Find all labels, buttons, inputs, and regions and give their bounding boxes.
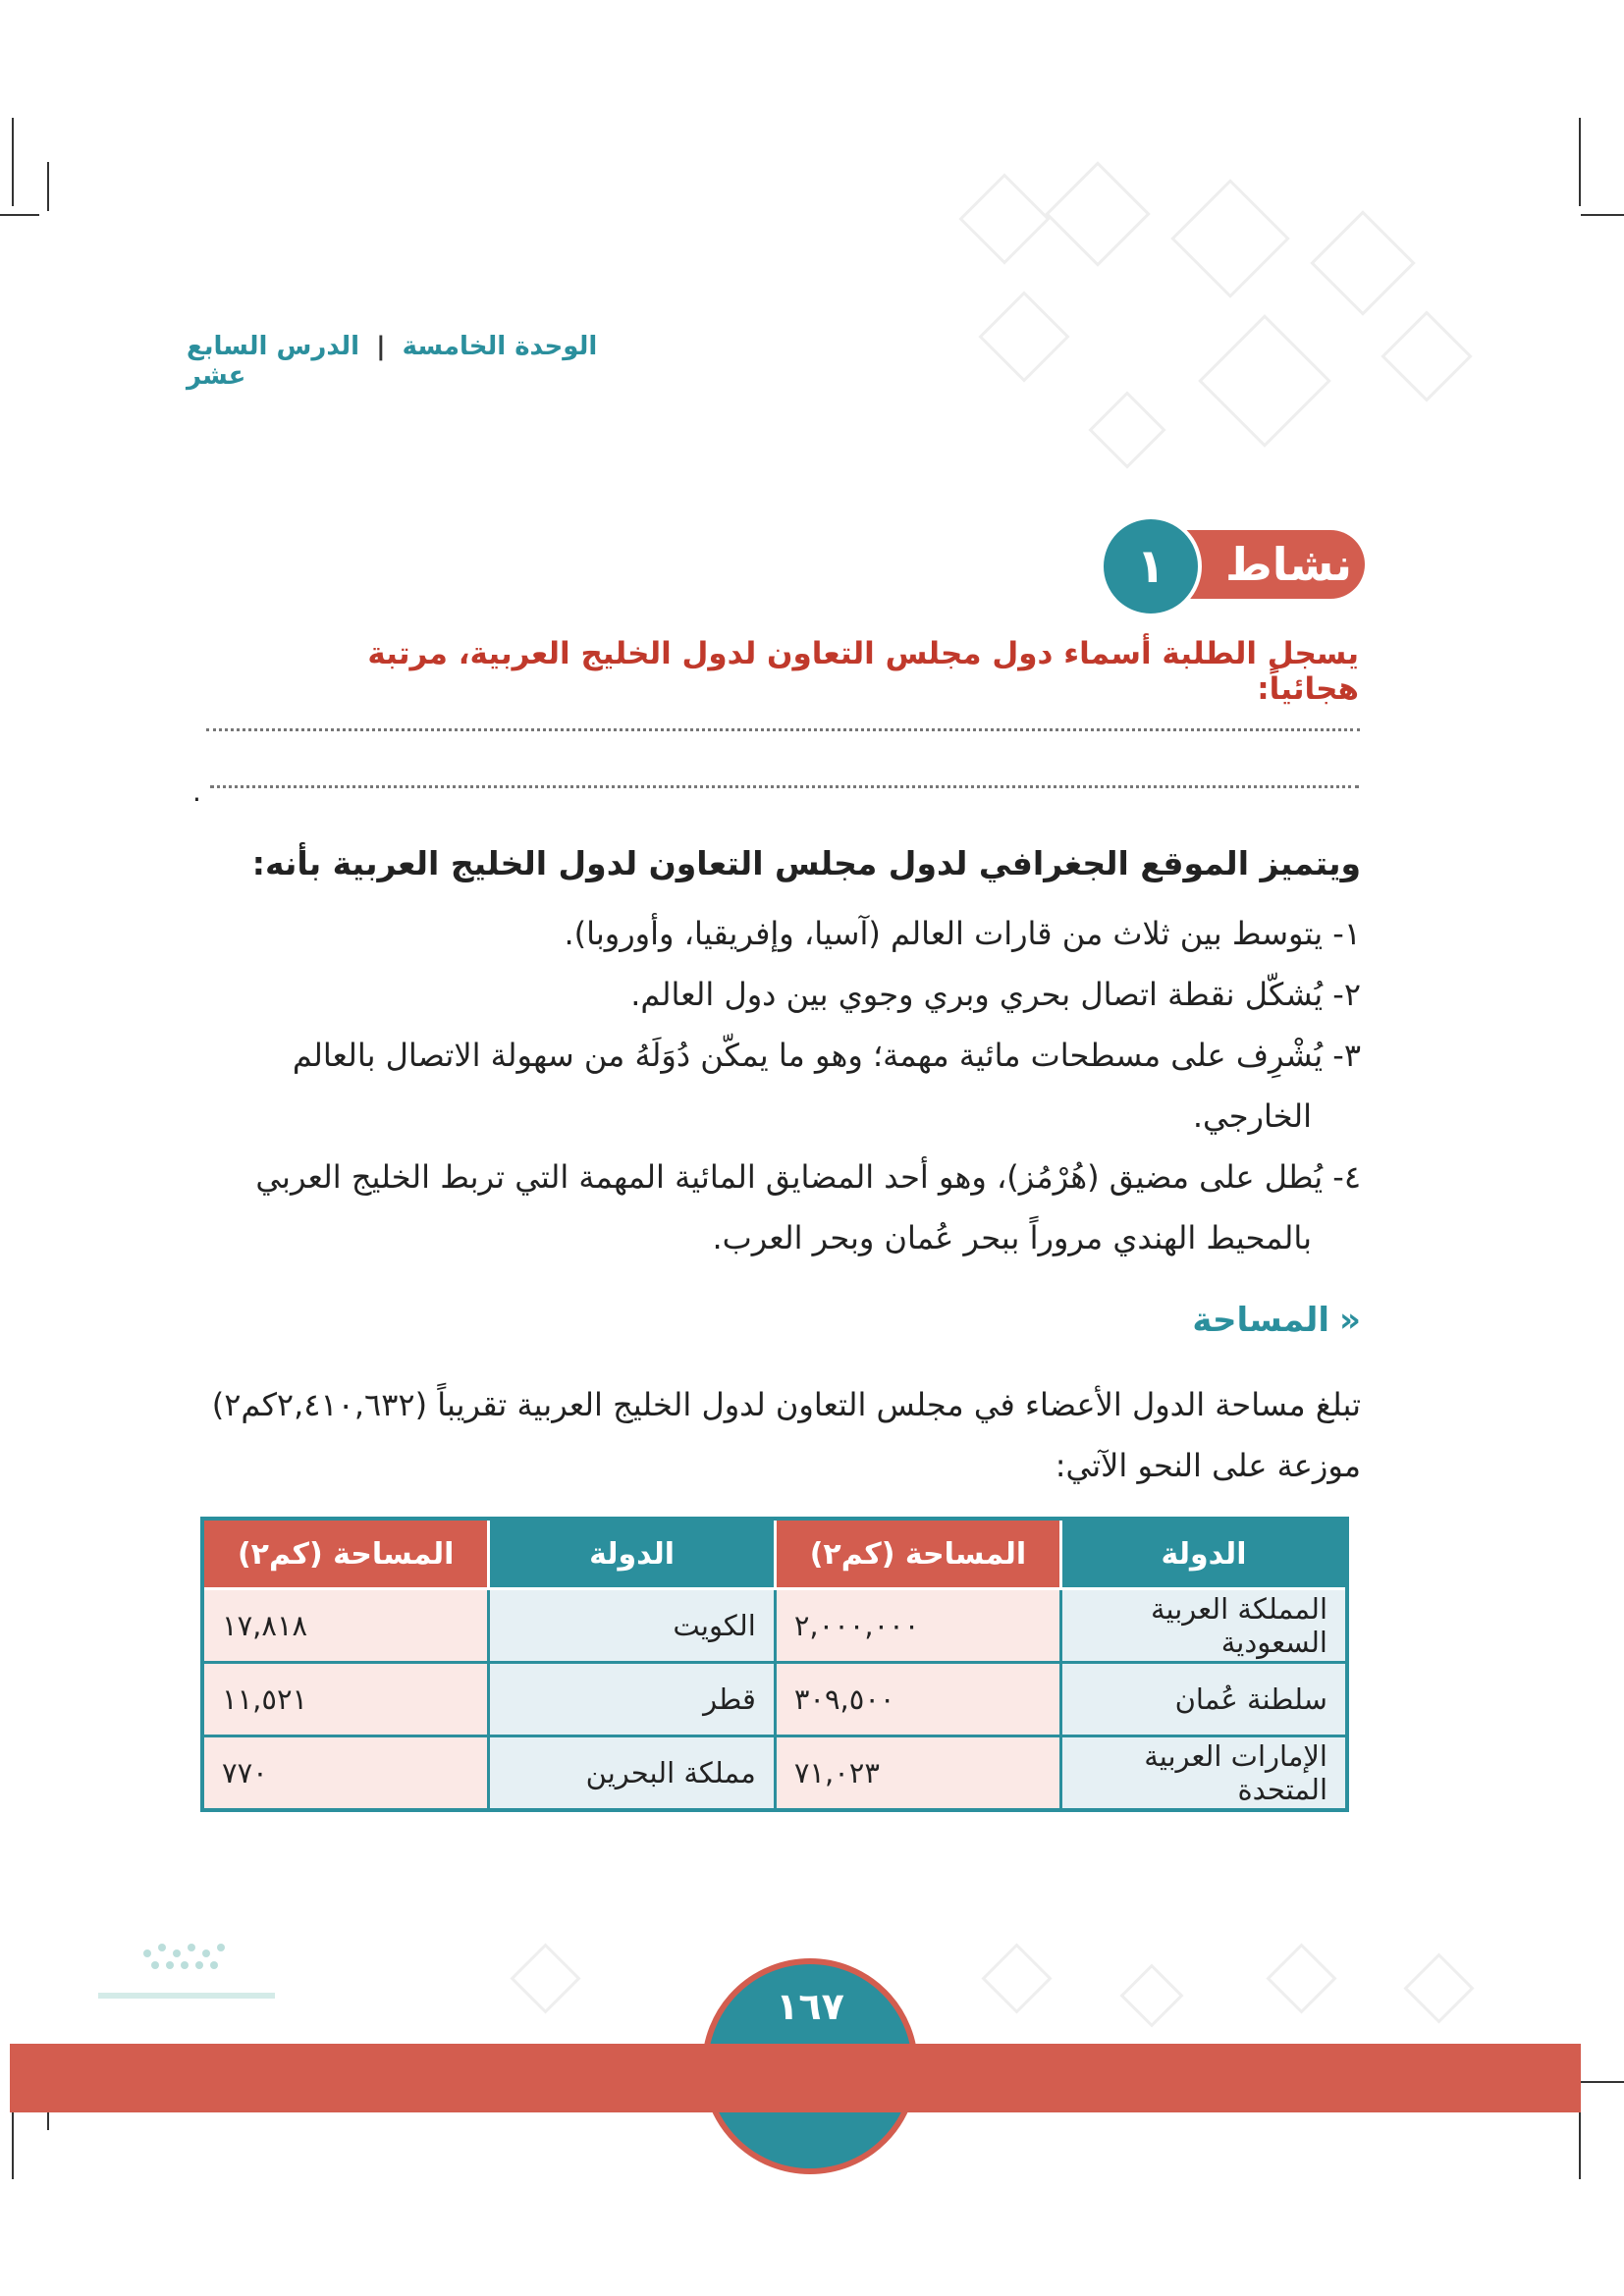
list-item-continuation: بالمحيط الهندي مروراً ببحر عُمان وبحر العرب. — [712, 1219, 1312, 1256]
area-table — [200, 1517, 1349, 1812]
decor-diamond — [981, 1943, 1052, 2013]
list-item: ٣- يُشْرِف على مسطحات مائية مهمة؛ وهو ما يمكّن دُوَلَهُ من سهولة الاتصال بالعالم — [292, 1037, 1361, 1074]
table-row — [202, 1663, 1347, 1736]
decor-diamond — [1045, 161, 1150, 266]
breadcrumb-separator: | — [376, 332, 386, 361]
decor-diamond — [1088, 391, 1165, 468]
crop-mark — [1581, 2081, 1624, 2083]
activity-number: ١ — [1100, 515, 1202, 617]
page-number: ١٦٧ — [776, 1985, 844, 2028]
crop-mark — [47, 162, 49, 211]
table-header-row — [202, 1519, 1347, 1589]
column-header-country: الدولة — [489, 1519, 776, 1589]
list-item: ١- يتوسط بين ثلاث من قارات العالم (آسيا، وإفريقيا، وأوروبا). — [564, 915, 1361, 952]
country-cell: الكويت — [489, 1589, 776, 1663]
decor-diamond — [1119, 1963, 1183, 2027]
list-item: ٢- يُشكّل نقطة اتصال بحري وبري وجوي بين دول العالم. — [630, 976, 1361, 1013]
answer-line-end: . — [192, 775, 201, 808]
area-cell: ١٧,٨١٨ — [202, 1589, 489, 1663]
answer-line — [206, 728, 1360, 731]
area-paragraph: موزعة على النحو الآتي: — [1055, 1447, 1361, 1484]
decor-diamond — [1170, 179, 1290, 298]
area-cell: ٧٧٠ — [202, 1736, 489, 1811]
decor-diamond — [978, 291, 1069, 382]
crop-mark — [0, 214, 39, 216]
area-cell: ٣٠٩,٥٠٠ — [775, 1663, 1060, 1736]
decor-diamond — [1403, 1952, 1474, 2023]
section-title-text: المساحة — [1192, 1301, 1330, 1340]
decor-diamond — [1266, 1943, 1336, 2013]
country-cell: سلطنة عُمان — [1061, 1663, 1348, 1736]
country-cell: قطر — [489, 1663, 776, 1736]
crop-mark — [12, 118, 14, 206]
decor-diamond — [958, 173, 1050, 264]
list-item-continuation: الخارجي. — [1192, 1097, 1312, 1135]
crop-mark — [1579, 118, 1581, 206]
activity-label: نشاط — [1154, 530, 1365, 599]
column-header-area: المساحة (كم٢) — [775, 1519, 1060, 1589]
double-chevron-icon: « — [1339, 1301, 1361, 1340]
area-paragraph: تبلغ مساحة الدول الأعضاء في مجلس التعاون لدول الخليج العربية تقريباً (٢,٤١٠,٦٣٢كم٢) — [211, 1386, 1361, 1423]
section-title-area — [1192, 1301, 1361, 1340]
column-header-country: الدولة — [1061, 1519, 1348, 1589]
footer-band — [10, 2044, 1581, 2112]
decor-diamond — [1380, 310, 1472, 401]
country-cell: المملكة العربية السعودية — [1061, 1589, 1348, 1663]
crop-mark — [1581, 214, 1624, 216]
area-cell: ٧١,٠٢٣ — [775, 1736, 1060, 1811]
activity-badge — [1100, 515, 1365, 614]
country-cell: مملكة البحرين — [489, 1736, 776, 1811]
lesson-label: الدرس السابع عشر — [187, 332, 360, 391]
answer-line — [210, 785, 1359, 788]
table-row — [202, 1589, 1347, 1663]
unit-label: الوحدة الخامسة — [402, 332, 598, 361]
area-cell: ٢,٠٠٠,٠٠٠ — [775, 1589, 1060, 1663]
decor-diamond — [1310, 210, 1415, 315]
decor-diamond — [1198, 314, 1331, 448]
location-lead: ويتميز الموقع الجغرافي لدول مجلس التعاون لدول الخليج العربية بأنه: — [251, 844, 1361, 882]
country-cell: الإمارات العربية المتحدة — [1061, 1736, 1348, 1811]
activity-instruction: يسجل الطلبة أسماء دول مجلس التعاون لدول الخليج العربية، مرتبة هجائياً: — [367, 636, 1359, 707]
decor-diamond — [510, 1943, 580, 2013]
column-header-area: المساحة (كم٢) — [202, 1519, 489, 1589]
breadcrumb — [187, 332, 638, 391]
table-row — [202, 1736, 1347, 1811]
area-cell: ١١,٥٢١ — [202, 1663, 489, 1736]
list-item: ٤- يُطل على مضيق (هُرْمُز)، وهو أحد المضايق المائية المهمة التي تربط الخليج العربي — [255, 1158, 1361, 1196]
